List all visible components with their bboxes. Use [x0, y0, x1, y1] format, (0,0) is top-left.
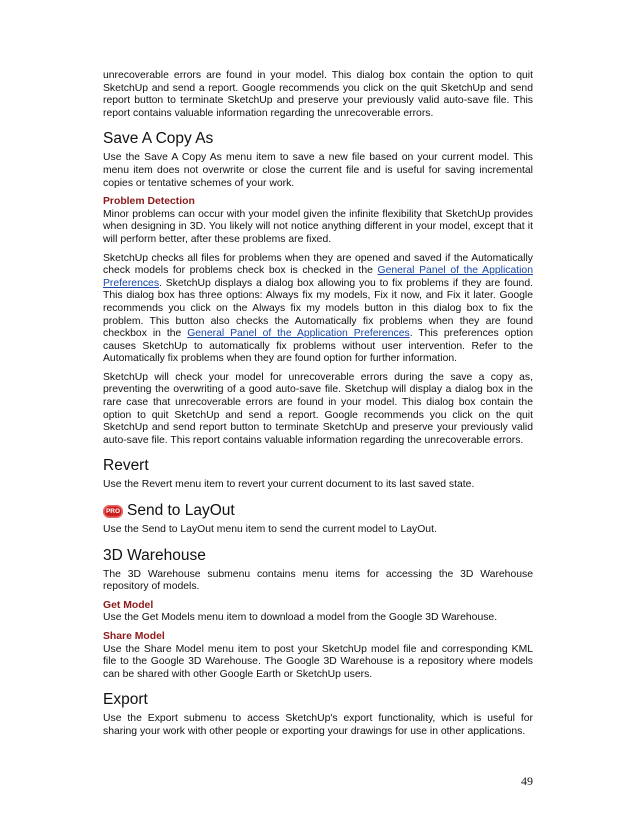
send-to-layout-title: Send to LayOut	[127, 502, 235, 520]
general-panel-preferences-link[interactable]: General Panel of the Application Preferences	[187, 328, 410, 340]
share-model-heading: Share Model	[103, 631, 165, 642]
general-panel-preferences-link[interactable]: General Panel of the Application Preferences	[103, 265, 533, 289]
pro-badge-icon: PRO	[103, 505, 123, 518]
save-copy-heading: Save A Copy As	[103, 130, 214, 148]
export-heading: Export	[103, 691, 148, 709]
problem-detection-paragraph-1: Minor problems can occur with your model given the infinite flexibility that SketchUp provides when designing in 3D. You likely will not notice anything different in your model, except that it will perform better, after these problems are fixed.	[103, 208, 533, 245]
share-model-paragraph: Use the Share Model menu item to post your SketchUp model file and corresponding KML file to the Google 3D Warehouse. The Google 3D Warehouse is a repository where models can be shared with other Google Earth or SketchUp users.	[103, 643, 533, 680]
problem-detection-heading: Problem Detection	[103, 196, 195, 208]
warehouse-paragraph: The 3D Warehouse submenu contains menu items for accessing the 3D Warehouse repository of models.	[103, 568, 533, 593]
intro-paragraph: unrecoverable errors are found in your model. This dialog box contain the option to quit SketchUp and send a report. Google recommends you click on the quit SketchUp and send report button to terminate SketchUp and preserve your previously valid auto-save file. This report contains valuable information regarding the unrecoverable errors.	[103, 70, 533, 119]
export-paragraph: Use the Export submenu to access SketchUp's export functionality, which is useful for sharing your work with other people or exporting your drawings for use in other applications.	[103, 713, 533, 737]
get-model-heading: Get Model	[103, 599, 154, 611]
problem-detection-paragraph-3: SketchUp will check your model for unrecoverable errors during the save a copy as, preventing the overwriting of a good auto-save file. Sketchup will display a dialog box in the rare case that unrecoverable errors are found in your model. This dialog box contain the option to quit SketchUp and send a report. Google recommends you click on the quit SketchUp and send report button to terminate SketchUp and preserve your previously valid auto-save file. This report contains valuable information regarding the unrecoverable errors.	[103, 371, 533, 446]
paragraph-text: . This preferences option causes SketchUp to automatically fix problems without user intervention. Refer to the Automatically fix problems when they are found option for further information.	[103, 328, 533, 365]
get-model-paragraph: Use the Get Models menu item to download a model from the Google 3D Warehouse.	[103, 612, 498, 624]
revert-heading: Revert	[103, 457, 149, 475]
paragraph-text: SketchUp checks all files for problems when they are opened and saved if the Automatically check models for problems check box is checked in the	[103, 252, 533, 277]
send-to-layout-paragraph: Use the Send to LayOut menu item to send the current model to LayOut.	[103, 524, 437, 536]
paragraph-text: . SketchUp displays a dialog box allowing you to fix problems if they are found. This dialog box has three options: Always fix my models, Fix it now, and Fix it later. Google recommends you click on the Always fix my models button in this dialog box to fix the problem. This button also checks the Automatically fix problems when they are found checkbox in the	[103, 277, 533, 340]
page-number: 49	[521, 774, 533, 788]
save-copy-paragraph: Use the Save A Copy As menu item to save a new file based on your current model. This menu item does not overwrite or close the current file and is useful for saving incremental copies or tentative schemes of your work.	[103, 152, 533, 189]
document-page	[103, 70, 533, 745]
send-to-layout-heading	[103, 502, 533, 520]
problem-detection-paragraph-2	[103, 253, 533, 366]
warehouse-heading: 3D Warehouse	[103, 546, 206, 564]
revert-paragraph: Use the Revert menu item to revert your current document to its last saved state.	[103, 479, 475, 491]
